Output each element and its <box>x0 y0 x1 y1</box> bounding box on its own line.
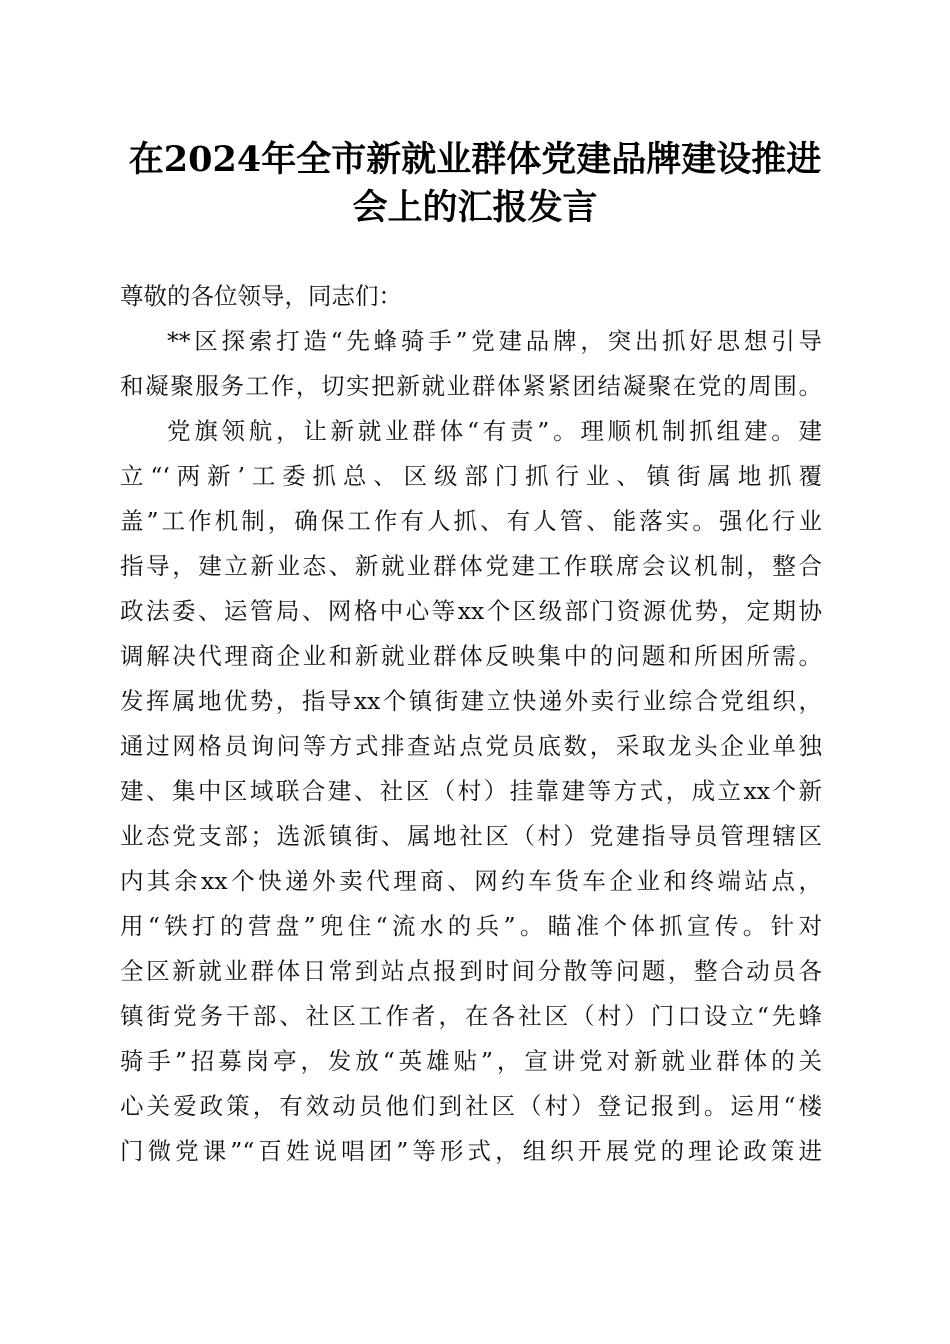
document-title-line-2: 会上的汇报发言 <box>352 187 598 228</box>
paragraph-line: 党旗领航，让新就业群体“有责”。理顺机制抓组建。建 <box>167 417 822 445</box>
paragraph-line: 镇街党务干部、社区工作者，在各社区（村）门口设立“先蜂 <box>120 1002 822 1030</box>
paragraph-line: 调解决代理商企业和新就业群体反映集中的问题和所困所需。 <box>120 642 822 670</box>
paragraph-line: 政法委、运管局、网格中心等xx个区级部门资源优势，定期协 <box>120 597 822 625</box>
paragraph-line: 指导，建立新业态、新就业群体党建工作联席会议机制，整合 <box>120 552 822 580</box>
paragraph-line: 和凝聚服务工作，切实把新就业群体紧紧团结凝聚在党的周围。 <box>120 372 822 400</box>
paragraph-line: 用“铁打的营盘”兜住“流水的兵”。瞄准个体抓宣传。针对 <box>120 912 822 940</box>
paragraph-line: 内其余xx个快递外卖代理商、网约车货车企业和终端站点， <box>120 867 822 895</box>
salutation: 尊敬的各位领导，同志们： <box>120 282 402 310</box>
paragraph-line: 门微党课”“百姓说唱团”等形式，组织开展党的理论政策进 <box>120 1137 822 1165</box>
paragraph-line: 通过网格员询问等方式排查站点党员底数，采取龙头企业单独 <box>120 732 822 760</box>
paragraph-line: 发挥属地优势，指导xx个镇街建立快递外卖行业综合党组织， <box>120 687 822 715</box>
paragraph-line: 骑手”招募岗亭，发放“英雄贴”，宣讲党对新就业群体的关 <box>120 1047 822 1075</box>
paragraph-line: 全区新就业群体日常到站点报到时间分散等问题，整合动员各 <box>120 957 822 985</box>
paragraph-line: 盖”工作机制，确保工作有人抓、有人管、能落实。强化行业 <box>120 507 822 535</box>
paragraph-line: 业态党支部；选派镇街、属地社区（村）党建指导员管理辖区 <box>120 822 822 850</box>
paragraph-line: 建、集中区域联合建、社区（村）挂靠建等方式，成立xx个新 <box>120 777 822 805</box>
paragraph-line: 心关爱政策，有效动员他们到社区（村）登记报到。运用“楼 <box>120 1092 822 1120</box>
paragraph-line: 立“‘两新’工委抓总、区级部门抓行业、镇街属地抓覆 <box>120 462 822 490</box>
document-title-line-1: 在2024年全市新就业群体党建品牌建设推进 <box>128 139 822 180</box>
paragraph-line: **区探索打造“先蜂骑手”党建品牌，突出抓好思想引导 <box>167 327 822 355</box>
